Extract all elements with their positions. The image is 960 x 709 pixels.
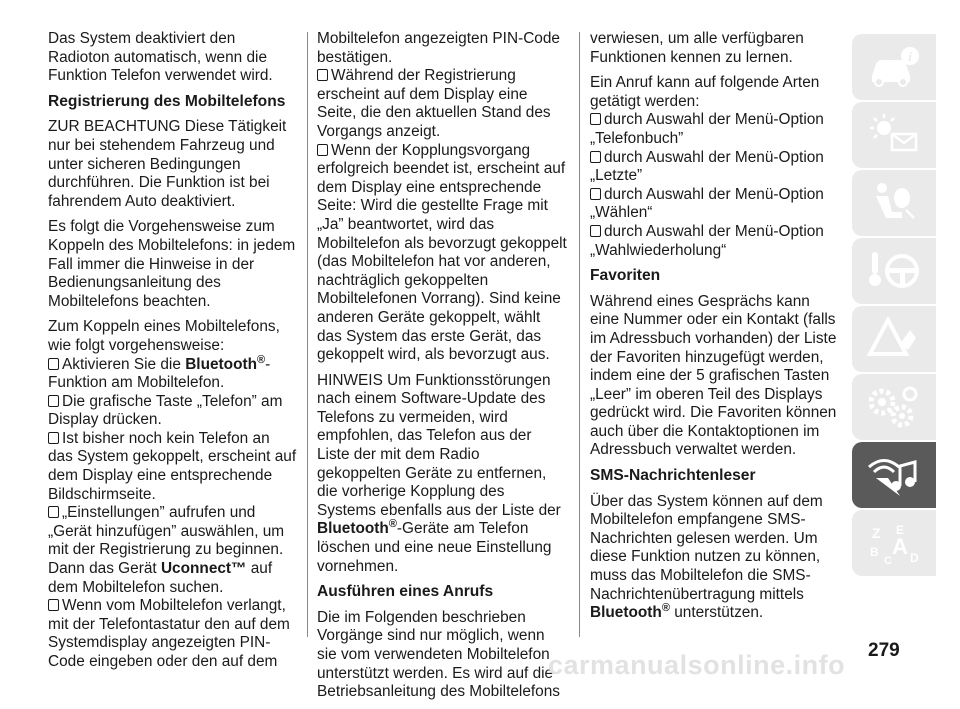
tab-multimedia[interactable] [852, 442, 936, 508]
paragraph: verwiesen, um alle verfügbaren Funktionen kennen zu lernen. [590, 30, 804, 66]
heading-favorites: Favoriten [590, 267, 661, 285]
paragraph: Die im Folgenden beschrieben Vorgänge sind nur möglich, wenn sie vom verwendeten Mobiltelefon unterstützt werden. Es wird auf die Betriebsanleitung des Mobiltelefons [317, 608, 560, 701]
heading-sms: SMS-Nachrichtenleser [590, 467, 756, 485]
text-column-3 [590, 30, 840, 630]
bullet-icon [48, 599, 59, 611]
svg-text:A: A [892, 534, 908, 559]
bullet-icon [590, 225, 601, 237]
paragraph: Es folgt die Vorgehensweise zum Koppeln des Mobiltelefons: in jedem Fall immer die Hinweise in der Bedienungsanleitung des Mobiltelefons beachten. [48, 218, 296, 310]
paragraph: Ein Anruf kann auf folgende Arten getätigt werden: [590, 74, 820, 110]
text-column-1 [48, 30, 298, 672]
list-item: Während der Registrierung erscheint auf dem Display eine Seite, die den aktuellen Stand des Vorgangs anzeigt. [317, 67, 551, 140]
car-info-icon [866, 44, 922, 90]
list-item: Wenn der Kopplungsvorgang erfolgreich beendet ist, erscheint auf dem Display eine entsprechende Seite: Wird die gestellte Frage mit „Ja” beantwortet, wird das Mobiltelefon als bevorzugt gekoppelt (das Mobiltelefon hat vor anderen, nachträglich gekoppelten Mobiltelefonen Vorrang). Sind keine anderen Geräte gekoppelt, wählt das System das erste Gerät, das gekoppelt wird, als bevorzugt aus. [317, 141, 567, 364]
tab-index[interactable] [852, 510, 936, 576]
list-item: durch Auswahl der Menü-Option „Wählen“ [590, 185, 824, 222]
list-item: Aktivieren Sie die Bluetooth®-Funktion am Mobiltelefon. [48, 353, 271, 392]
chapter-sidebar [852, 34, 936, 644]
warning-triangle-icon [866, 316, 922, 362]
column-divider-2 [579, 32, 580, 637]
watermark: carmanualsonline.info [548, 650, 846, 680]
list-item: Die grafische Taste „Telefon” am Display drücken. [48, 392, 283, 429]
svg-text:C: C [884, 555, 892, 566]
list-item: Wenn vom Mobiltelefon verlangt, mit der Telefontastatur den auf dem Systemdisplay angezeigten PIN-Code eingeben oder den auf dem [48, 597, 290, 670]
paragraph: Zum Koppeln eines Mobiltelefons, wie folgt vorgehensweise: [48, 318, 280, 354]
heading-registration: Registrierung des Mobiltelefons [48, 92, 286, 110]
bullet-icon [48, 432, 59, 444]
page-number: 279 [868, 640, 900, 661]
tab-warning-lights[interactable] [852, 102, 936, 168]
bullet-icon [590, 188, 601, 200]
bullet-icon [317, 144, 328, 156]
paragraph: Mobiltelefon angezeigten PIN-Code bestätigen. [317, 30, 560, 66]
svg-text:D: D [910, 551, 919, 565]
tab-service[interactable] [852, 374, 936, 440]
list-item: durch Auswahl der Menü-Option „Letzte” [590, 148, 824, 185]
bullet-icon [590, 113, 601, 125]
list-item: durch Auswahl der Menü-Option „Wahlwiederholung“ [590, 222, 824, 259]
paragraph: Über das System können auf dem Mobiltelefon empfangene SMS-Nachrichten gelesen werden. Um diese Funktion nutzen zu können, muss das Mobiltelefon die SMS-Nachrichtenübertragung mittels Bluetooth® unterstützen. [590, 492, 823, 622]
bullet-icon [48, 358, 59, 370]
music-nav-icon [866, 452, 922, 498]
gears-service-icon [866, 384, 922, 430]
warning-lights-icon [866, 112, 922, 158]
svg-text:B: B [870, 545, 879, 559]
paragraph: Während eines Gesprächs kann eine Nummer oder ein Kontakt (falls im Adressbuch vorhanden) der Liste der Favoriten hinzugefügt werden, indem eine der 5 grafischen Tasten „Leer” im oberen Teil des Displays gedrückt wird. Die Favoriten können auch über die Kontaktoptionen im Adressbuch verwaltet werden. [590, 292, 837, 459]
hint-paragraph: HINWEIS Um Funktionsstörungen nach einem Software-Update des Telefons zu vermeiden, wird empfohlen, das Telefon aus der Liste der mit dem Radio gekoppelten Geräte zu entfernen, die vorherige Kopplung des Systems ebenfalls aus der Liste der Bluetooth®-Geräte am Telefon löschen und eine neue Einstellung vornehmen. [317, 371, 561, 575]
list-item: Ist bisher noch kein Telefon an das System gekoppelt, erscheint auf dem Display eine entsprechende Bildschirmseite. [48, 429, 297, 503]
heading-call: Ausführen eines Anrufs [317, 583, 494, 601]
list-item: „Einstellungen” aufrufen und „Gerät hinzufügen” auswählen, um mit der Registrierung zu beginnen. Dann das Gerät Uconnect™ auf dem Mobiltelefon suchen. [48, 504, 285, 596]
svg-text:Z: Z [872, 525, 881, 541]
tab-safety[interactable] [852, 170, 936, 236]
svg-text:E: E [896, 523, 905, 537]
bullet-icon [48, 506, 59, 518]
bullet-icon [48, 395, 59, 407]
tab-starting-driving[interactable] [852, 238, 936, 304]
steering-key-icon [866, 248, 922, 294]
column-divider-1 [307, 32, 308, 637]
airbag-seat-icon [866, 180, 922, 226]
bullet-icon [317, 69, 328, 81]
tab-emergency[interactable] [852, 306, 936, 372]
bullet-icon [590, 151, 601, 163]
tab-car-info[interactable] [852, 34, 936, 100]
alphabet-index-icon [866, 520, 922, 566]
text-column-2 [317, 30, 567, 709]
paragraph: Das System deaktiviert den Radioton automatisch, wenn die Funktion Telefon verwendet wird. [48, 30, 273, 85]
list-item: durch Auswahl der Menü-Option „Telefonbuch” [590, 111, 824, 147]
note-paragraph: ZUR BEACHTUNG Diese Tätigkeit nur bei stehendem Fahrzeug und unter sicheren Bedingungen durchführen. Die Funktion ist bei fahrendem Auto deaktiviert. [48, 118, 287, 210]
svg-text:i: i [908, 49, 912, 64]
